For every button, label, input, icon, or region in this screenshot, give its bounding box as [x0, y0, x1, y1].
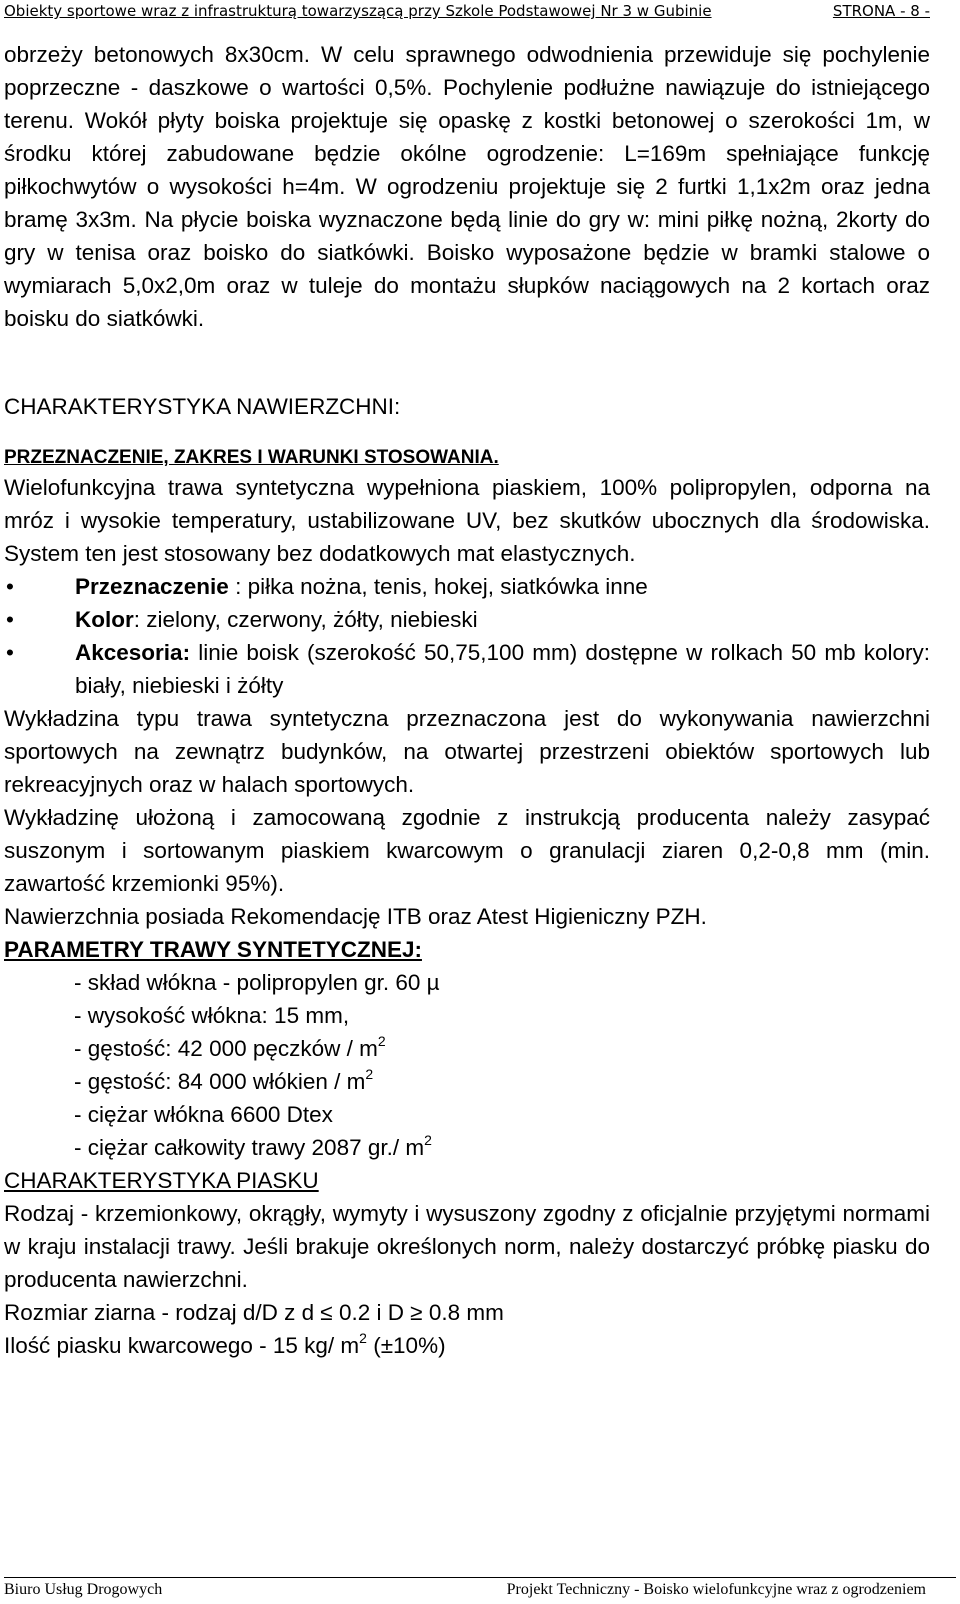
bullet-separator: : — [228, 574, 248, 599]
footer-right: Projekt Techniczny - Boisko wielofunkcyjne wraz z ogrodzeniem — [506, 1581, 926, 1598]
page-number: STRONA - 8 - — [832, 2, 930, 20]
heading-params: PARAMETRY TRAWY SYNTETYCZNEJ: — [4, 937, 422, 962]
param-item — [74, 1131, 930, 1164]
param-item — [74, 966, 930, 999]
sand-amount-text: Ilość piasku kwarcowego - 15 kg/ m — [4, 1333, 360, 1358]
intro-paragraph: obrzeży betonowych 8x30cm. W celu sprawnego odwodnienia przewiduje się pochylenie poprzeczne - daszkowe o wartości 0,5%. Pochylenie podłużne nawiązuje do istniejącego terenu. Wokół płyty boiska projektuje się opaskę z kostki betonowej o szerokości 1m, w środku której zabudowane będzie okólne ogrodzenie: L=169m spełniające funkcję piłkochwytów o wysokości h=4m. W ogrodzeniu projektuje się 2 furtki 1,1x2m oraz jedna bramę 3x3m. Na płycie boiska wyznaczone będą linie do gry w: mini piłkę nożną, 2korty do gry w tenisa oraz boisko do siatkówki. Boisko wyposażone będzie w bramki stalowe o wymiarach 5,0x2,0m oraz w tuleje do montażu słupków naciągowych na 2 kortach oraz boisku do siatkówki. — [4, 42, 930, 331]
param-text: - ciężar całkowity trawy 2087 gr./ m — [74, 1135, 425, 1160]
param-text: - gęstość: 84 000 włókien / m — [74, 1069, 366, 1094]
heading-purpose: PRZEZNACZENIE, ZAKRES I WARUNKI STOSOWANIA. — [4, 447, 499, 468]
footer-left: Biuro Usług Drogowych — [4, 1581, 163, 1598]
heading-surface: CHARAKTERYSTYKA NAWIERZCHNI: — [4, 394, 401, 419]
list-item — [4, 570, 930, 603]
bullet-separator — [190, 640, 198, 665]
sand-fill-paragraph: Wykładzinę ułożoną i zamocowaną zgodnie z instrukcją producenta należy zasypać suszonym i sortowanym piaskiem kwarcowym o granulacji ziaren 0,2-0,8 mm (min. zawartość krzemionki 95%). — [4, 805, 930, 896]
sand-description: Rodzaj - krzemionkowy, okrągły, wymyty i wysuszony zgodny z oficjalnie przyjętymi normami w kraju instalacji trawy. Jeśli brakuje określonych norm, należy dostarczyć próbkę piasku do producenta nawierzchni. — [4, 1201, 930, 1292]
sand-amount-tolerance: (±10%) — [366, 1333, 446, 1358]
params-list — [4, 966, 930, 1164]
bullet-separator: : — [133, 607, 147, 632]
param-text: - gęstość: 42 000 pęczków / m — [74, 1036, 378, 1061]
document-body — [4, 38, 930, 1362]
param-superscript: 2 — [424, 1132, 432, 1148]
param-superscript: 2 — [365, 1066, 374, 1082]
usage-paragraph: Wykładzina typu trawa syntetyczna przeznaczona jest do wykonywania nawierzchni sportowych na zewnątrz budynków, na otwartej przestrzeni obiektów sportowych lub rekreacyjnych oraz w halach sportowych. — [4, 706, 930, 797]
list-item — [4, 603, 930, 636]
page-header — [4, 2, 956, 26]
bullet-text: linie boisk (szerokość 50,75,100 mm) dostępne w rolkach 50 mb kolory: biały, niebieski i żółty — [75, 640, 930, 698]
sand-amount-superscript: 2 — [359, 1330, 367, 1346]
feature-list — [4, 570, 930, 702]
param-item — [74, 1032, 930, 1065]
bullet-text: piłka nożna, tenis, hokej, siatkówka inne — [247, 574, 648, 599]
bullet-label: Akcesoria: — [75, 640, 191, 665]
param-superscript: 2 — [377, 1033, 386, 1049]
param-item — [74, 999, 930, 1032]
header-title: Obiekty sportowe wraz z infrastrukturą towarzyszącą przy Szkole Podstawowej Nr 3 w Gubinie — [4, 2, 712, 20]
param-item — [74, 1098, 930, 1131]
bullet-label: Przeznaczenie — [75, 574, 229, 599]
footer-divider — [4, 1577, 956, 1578]
certificate-paragraph: Nawierzchnia posiada Rekomendację ITB oraz Atest Higieniczny PZH. — [4, 904, 707, 929]
param-text: - wysokość włókna: 15 mm, — [74, 1003, 350, 1028]
sand-amount — [4, 1329, 930, 1362]
bullet-text: zielony, czerwony, żółty, niebieski — [146, 607, 478, 632]
heading-sand: CHARAKTERYSTYKA PIASKU — [4, 1168, 319, 1193]
grain-size: Rozmiar ziarna - rodzaj d/D z d ≤ 0.2 i D ≥ 0.8 mm — [4, 1300, 504, 1325]
param-text: - skład włókna - polipropylen gr. 60 µ — [74, 970, 440, 995]
bullet-label: Kolor — [75, 607, 134, 632]
param-item — [74, 1065, 930, 1098]
param-text: - ciężar włókna 6600 Dtex — [74, 1102, 333, 1127]
list-item — [4, 636, 930, 702]
surface-description: Wielofunkcyjna trawa syntetyczna wypełniona piaskiem, 100% polipropylen, odporna na mróz i wysokie temperatury, ustabilizowane UV, bez skutków ubocznych dla środowiska. System ten jest stosowany bez dodatkowych mat elastycznych. — [4, 475, 930, 566]
